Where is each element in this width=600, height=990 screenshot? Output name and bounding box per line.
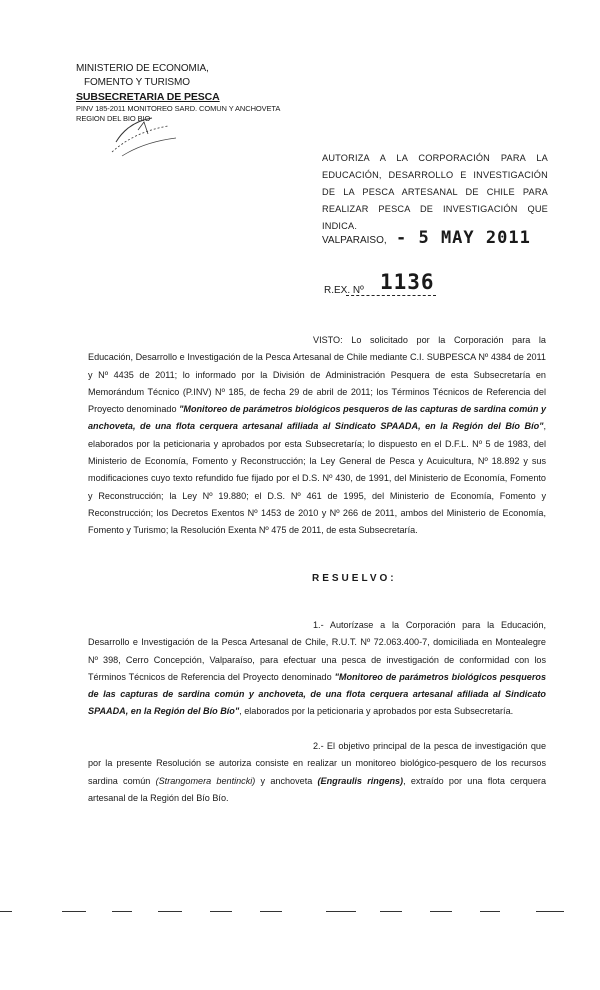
article-1-text-1: 1.- Autorízase a la Corporación para la Educación, Desarrollo e Investigación de la Pesca Artesanal de Chile, R.U.T. Nº 72.063.400-7, domiciliada en Montealegre Nº 398, Cerro Concepción, Valparaíso, para efectuar una pesca de investigación de conformidad con los Términos Técnicos de Referencia del Proyecto denominado (88, 620, 546, 682)
reference-line-1: PINV 185-2011 MONITOREO SARD. COMUN Y ANCHOVETA (76, 104, 281, 113)
resolution-number: 1136 (380, 270, 435, 294)
article-2-paragraph (88, 738, 546, 807)
article-2-text-1: 2.- El objetivo principal de la pesca de investigación que por la presente Resolución se autoriza consiste en realizar un monitoreo biológico-pesquero de los recursos sardina común (88, 741, 546, 786)
article-2-text-5: , extraído por una flota cerquera artesanal de la Región del Bío Bío. (88, 775, 546, 803)
article-2-text-3: y anchoveta (255, 775, 318, 786)
visto-text-1: VISTO: Lo solicitado por la Corporación para la Educación, Desarrollo e Investigación de la Pesca Artesanal de Chile mediante C.I. SUBPESCA Nº 4384 de 2011 y Nº 4435 de 2011; lo informado por la División de Administración Pesquera de esta Subsecretaría en Memorándum Técnico (P.INV) Nº 185, de fecha 29 de abril de 2011; los Términos Técnicos de Referencia del Proyecto denominado (88, 335, 546, 415)
article-2-species-1: (Strangomera bentincki) (155, 775, 256, 786)
article-1-paragraph (88, 617, 546, 721)
resuelvo-heading: RESUELVO: (312, 573, 397, 584)
ministry-line-1: MINISTERIO DE ECONOMIA, (76, 63, 209, 74)
visto-project-title: "Monitoreo de parámetros biológicos pesqueros de las capturas de sardina común y anchoveta, de una flota cerquera artesanal afiliada al Sindicato SPAADA, en la Región del Bío Bío" (88, 404, 547, 432)
visto-paragraph (88, 332, 546, 540)
resolution-number-line (346, 295, 436, 296)
article-1-project-title: "Monitoreo de parámetros biológicos pesqueros de las capturas de sardina común y anchoveta, de una flota cerquera artesanal afiliada al Sindicato SPAADA, en la Región del Bío Bío" (88, 671, 546, 717)
date-stamp: - 5 MAY 2011 (396, 228, 531, 248)
subsecretaria-title: SUBSECRETARIA DE PESCA (76, 91, 220, 103)
visto-text-3: , elaborados por la peticionaria y aprobados por esta Subsecretaría; lo dispuesto en el D.F.L. Nº 5 de 1983, del Ministerio de Economía, Fomento y Reconstrucción; la Ley General de Pesca y Acuicultura, Nº 18.892 y sus modificaciones cuyo texto refundido fue fijado por el D.S. Nº 430, de 1991, del Ministerio de Economía, Fomento y Reconstrucción; la Ley Nº 19.880; el D.S. Nº 461 de 1995, del Ministerio de Economía, Fomento y Reconstrucción; los Decretos Exentos Nº 1453 de 2010 y Nº 266 de 2011, ambos del Ministerio de Economía, Fomento y Turismo; la Resolución Exenta Nº 475 de 2011, de esta Subsecretaría. (88, 421, 546, 536)
resolution-summary: AUTORIZA A LA CORPORACIÓN PARA LA EDUCACIÓN, DESARROLLO E INVESTIGACIÓN DE LA PESCA ARTESANAL DE CHILE PARA REALIZAR PESCA DE INVESTIGACIÓN QUE INDICA. (322, 153, 548, 231)
ministry-line-2: FOMENTO Y TURISMO (84, 77, 190, 88)
footer-dash-line (0, 911, 600, 919)
place-label: VALPARAISO, (322, 235, 387, 246)
reference-line-2: REGION DEL BIO BIO (76, 114, 151, 123)
resolution-number-label: R.EX. Nº (324, 285, 364, 296)
article-2-species-2: (Engraulis ringens) (317, 775, 404, 786)
article-1-text-3: , elaborados por la peticionaria y aprobados por esta Subsecretaría. (239, 706, 514, 717)
official-stamp (108, 112, 180, 158)
